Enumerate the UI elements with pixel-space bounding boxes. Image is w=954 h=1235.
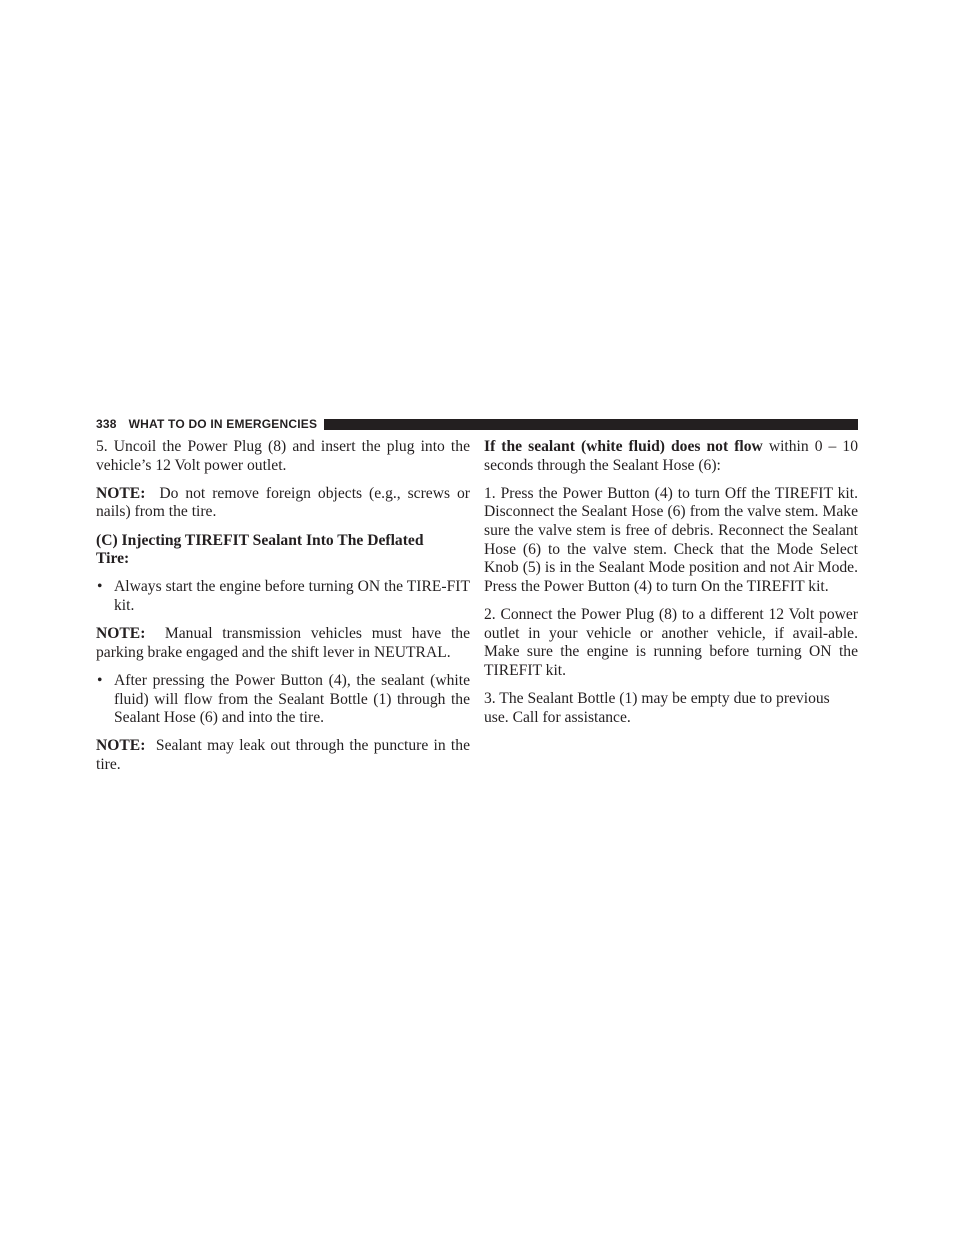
intro-bold: If the sealant (white fluid) does not flow bbox=[484, 438, 763, 455]
note-text: Do not remove foreign objects (e.g., screws or nails) from the tire. bbox=[96, 484, 470, 521]
bullet-icon: • bbox=[97, 578, 103, 596]
note-sealant-leak bbox=[96, 737, 470, 774]
bullet-item bbox=[96, 578, 470, 615]
section-title: WHAT TO DO IN EMERGENCIES bbox=[128, 417, 318, 431]
page-number: 338 bbox=[96, 417, 117, 431]
right-column bbox=[484, 438, 858, 737]
step-2: 2. Connect the Power Plug (8) to a different 12 Volt power outlet in your vehicle or another vehicle, if avail-able. Make sure the engine is running before turning ON the TIREFIT kit. bbox=[484, 605, 858, 679]
page-header bbox=[96, 417, 858, 431]
bullet-text: After pressing the Power Button (4), the sealant (white fluid) will flow from the Sealant Bottle (1) through the Sealant Hose (6) and into the tire. bbox=[114, 671, 470, 727]
section-heading: (C) Injecting TIREFIT Sealant Into The Deflated Tire: bbox=[96, 531, 424, 568]
note-text: Sealant may leak out through the puncture in the tire. bbox=[96, 737, 470, 773]
bullet-text: Always start the engine before turning ON the TIRE-FIT kit. bbox=[114, 578, 470, 614]
note-label: NOTE: bbox=[96, 625, 146, 643]
bullet-item bbox=[96, 672, 470, 728]
bullet-icon: • bbox=[97, 671, 103, 689]
note-foreign-objects bbox=[96, 485, 470, 522]
header-rule bbox=[324, 419, 858, 430]
step-3: 3. The Sealant Bottle (1) may be empty due to previous use. Call for assistance. bbox=[484, 689, 830, 726]
troubleshoot-intro bbox=[484, 438, 858, 475]
step-1: 1. Press the Power Button (4) to turn Off the TIREFIT kit. Disconnect the Sealant Hose (6) from the valve stem. Make sure the valve stem is free of debris. Reconnect the Sealant Hose (6) to the valve stem. Check that the Mode Select Knob (5) is in the Sealant Mode position and not Air Mode. Press the Power Button (4) to turn On the TIREFIT kit. bbox=[484, 484, 858, 595]
step-5: 5. Uncoil the Power Plug (8) and insert the plug into the vehicle’s 12 Volt power outlet. bbox=[96, 438, 470, 474]
note-text: Manual transmission vehicles must have the parking brake engaged and the shift lever in NEUTRAL. bbox=[96, 625, 470, 661]
note-manual-transmission bbox=[96, 625, 470, 662]
note-label: NOTE: bbox=[96, 737, 146, 755]
note-label: NOTE: bbox=[96, 484, 146, 502]
left-column bbox=[96, 438, 470, 784]
intro-text: within 0 – 10 seconds through the Sealant Hose (6): bbox=[484, 438, 858, 474]
